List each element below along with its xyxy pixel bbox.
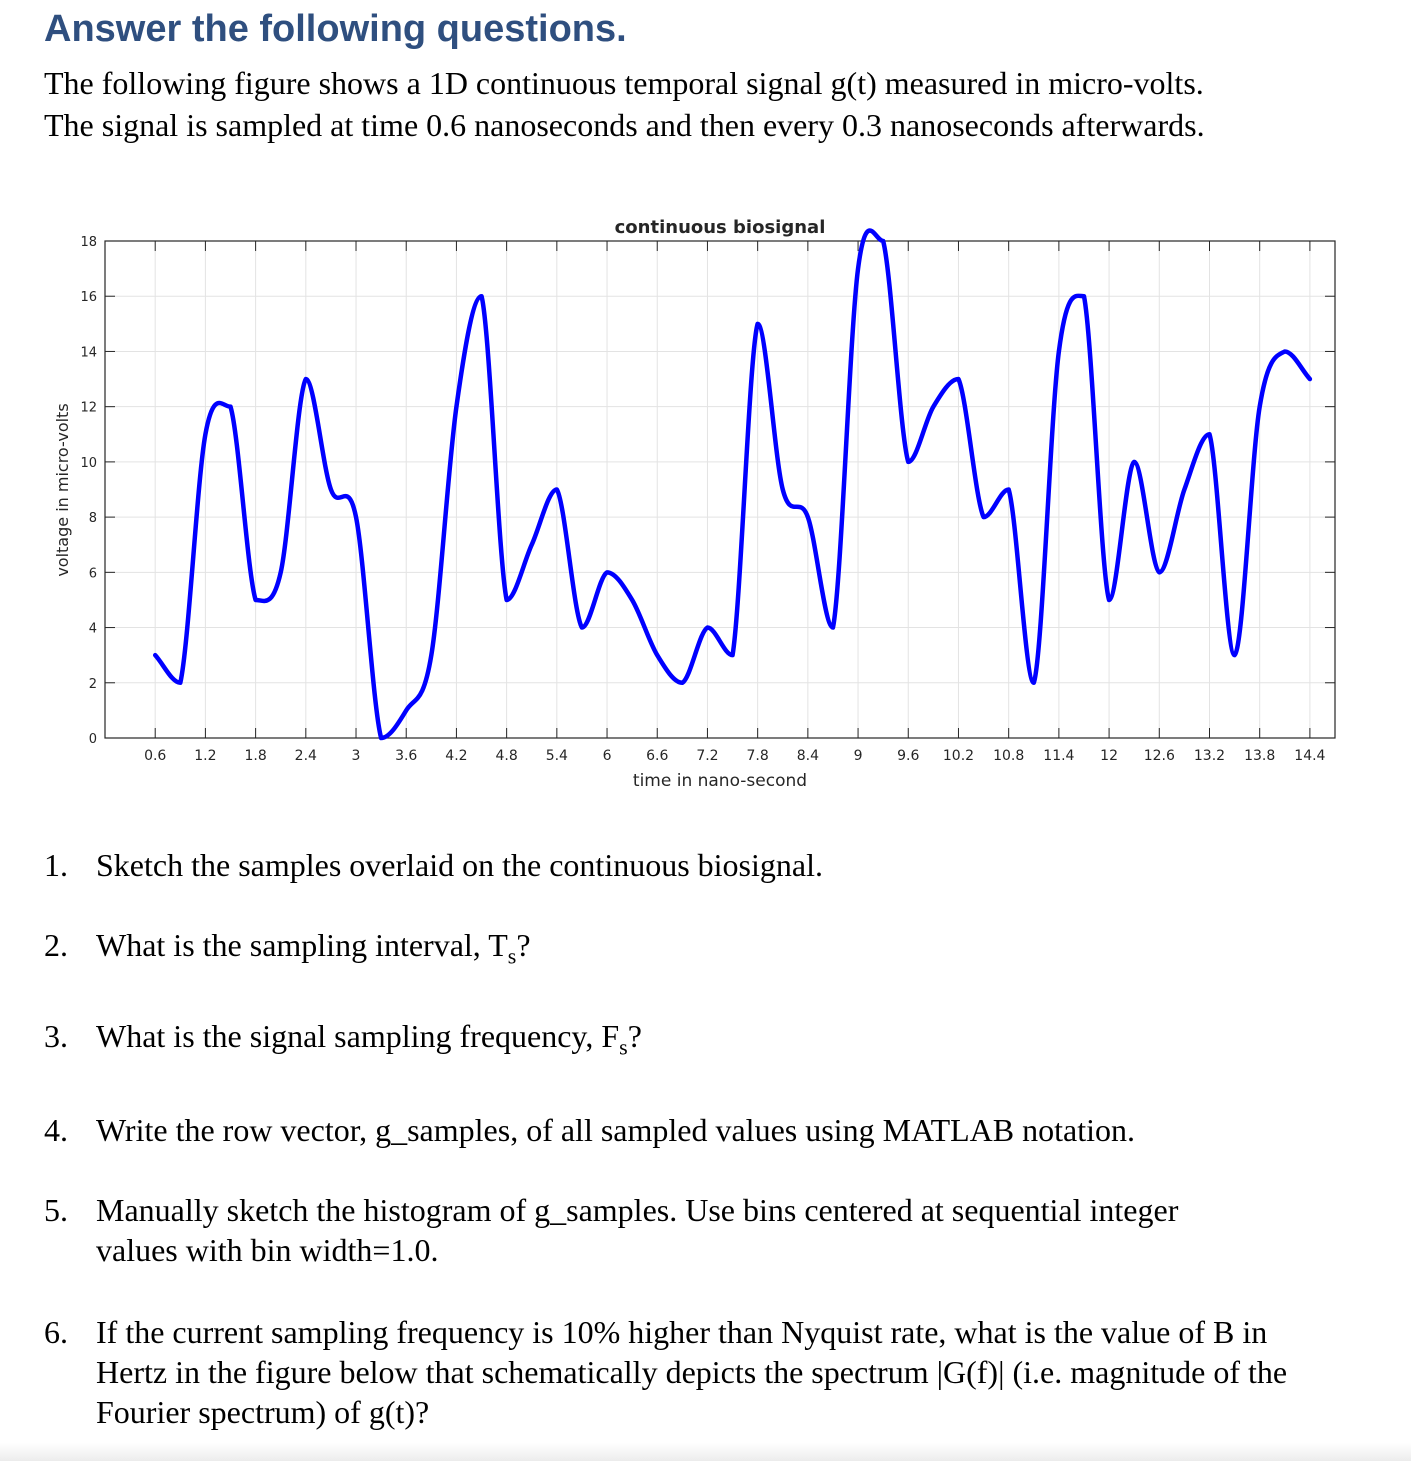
question-6 [44,1312,1374,1432]
question-text: Manually sketch the histogram of g_samples. Use bins centered at sequential integer values with bin width=1.0. [96,1191,1179,1268]
x-tick-label: 13.2 [1193,748,1226,764]
y-tick-label: 0 [88,732,97,747]
x-tick-label: 4.2 [445,748,468,764]
intro-line-2: The signal is sampled at time 0.6 nanoseconds and then every 0.3 nanoseconds afterwards. [44,107,1205,143]
biosignal-chart [0,200,1411,810]
y-tick-label: 12 [80,400,97,416]
y-tick-label: 10 [80,455,97,471]
x-tick-label: 13.8 [1244,748,1276,764]
x-tick-label: 9.6 [897,748,920,764]
x-tick-label: 1.8 [244,748,267,764]
y-axis-label: voltage in micro-volts [53,403,72,577]
x-tick-label: 8.4 [796,748,819,764]
question-1 [44,845,1374,885]
x-tick-label: 0.6 [144,748,167,764]
question-number: 5. [44,1191,68,1228]
x-tick-label: 1.2 [194,748,217,764]
question-text: Sketch the samples overlaid on the continuous biosignal. [96,847,823,883]
y-tick-label: 2 [88,676,97,692]
question-text: What is the sampling interval, T [96,927,508,963]
question-subscript: s [507,943,517,969]
y-tick-label: 4 [88,621,97,637]
y-tick-label: 8 [88,511,97,527]
x-axis-label: time in nano-second [632,771,808,791]
y-tick-label: 14 [80,345,97,361]
page-heading: Answer the following questions. [44,8,627,50]
x-tick-label: 7.8 [746,748,769,764]
x-tick-label: 12 [1100,748,1118,764]
x-tick-label: 10.8 [993,748,1025,764]
question-number: 6. [44,1313,68,1350]
question-text: What is the signal sampling frequency, F [96,1018,620,1055]
page-bottom-edge [0,1443,1411,1461]
x-tick-label: 6 [602,748,612,764]
question-suffix: ? [627,1018,642,1055]
x-tick-label: 2.4 [294,748,317,764]
question-4 [44,1110,1374,1150]
x-tick-label: 11.4 [1043,748,1075,764]
question-text: If the current sampling frequency is 10% higher than Nyquist rate, what is the value of B in Hertz in the figure below that schematically depicts the spectrum |G(f)| (i.e. magnitude of the Fourier spectrum) of g(t)? [96,1313,1288,1430]
question-list [44,845,1374,1432]
question-suffix: ? [516,927,531,963]
question-2 [44,925,1374,976]
x-tick-label: 9 [853,748,863,764]
question-number: 3. [44,1018,68,1055]
y-tick-label: 6 [88,566,97,582]
y-tick-label: 16 [80,290,97,306]
x-tick-label: 3.6 [395,748,418,764]
x-tick-label: 7.2 [696,748,719,764]
question-number: 1. [44,847,68,883]
y-tick-label: 18 [80,235,97,250]
x-tick-label: 4.8 [495,748,518,764]
question-number: 2. [44,927,68,963]
intro-paragraph [44,62,1384,146]
x-tick-label: 14.4 [1294,748,1326,764]
question-3 [44,1016,1374,1067]
x-tick-label: 3 [351,748,361,764]
question-number: 4. [44,1111,68,1148]
question-subscript: s [619,1034,628,1060]
chart-title: continuous biosignal [614,217,826,238]
question-text: Write the row vector, g_samples, of all sampled values using MATLAB notation. [96,1111,1135,1148]
x-tick-label: 6.6 [646,748,669,764]
question-5 [44,1190,1374,1270]
x-tick-label: 5.4 [545,748,568,764]
intro-line-1: The following figure shows a 1D continuous temporal signal g(t) measured in micro-volts. [44,65,1204,101]
x-tick-label: 12.6 [1143,748,1175,764]
x-tick-label: 10.2 [942,748,975,764]
